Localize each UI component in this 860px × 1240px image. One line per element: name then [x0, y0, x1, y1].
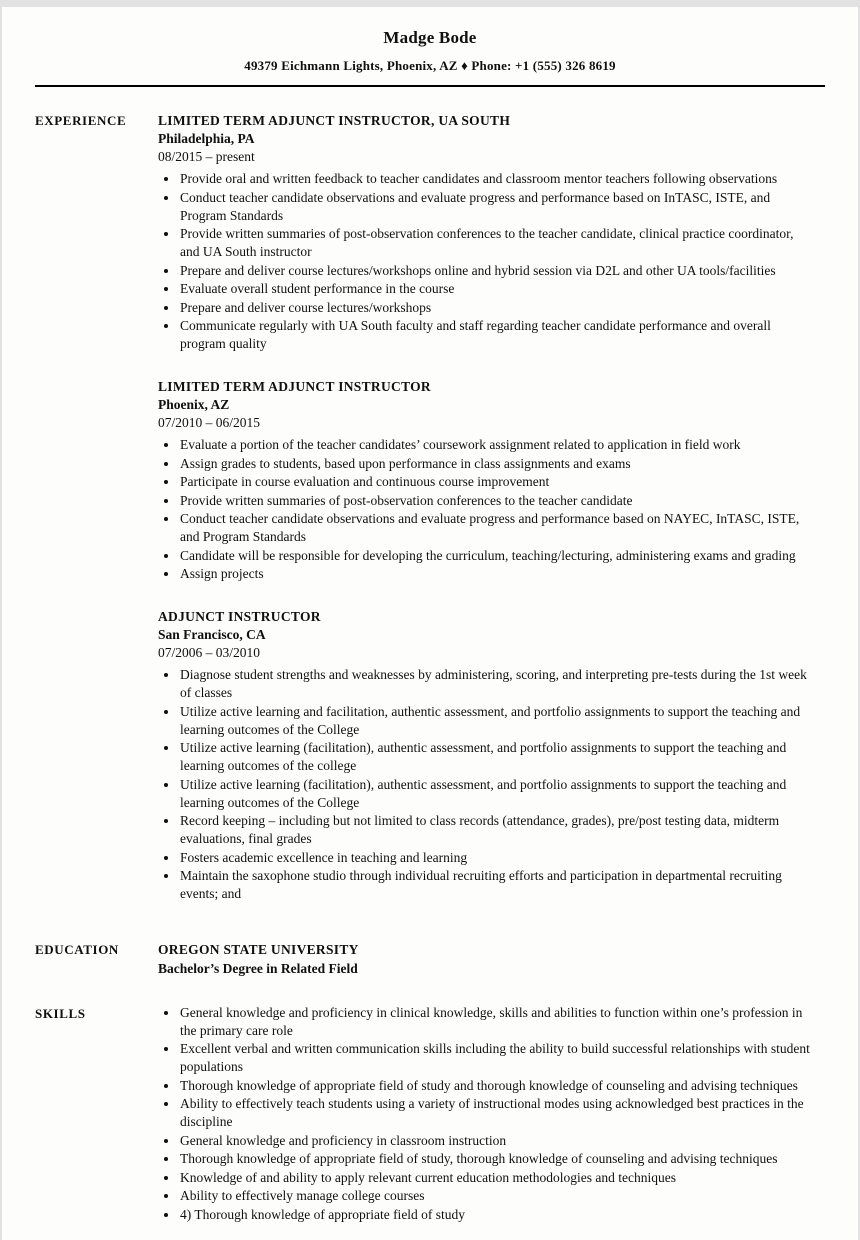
job-location: San Francisco, CA	[158, 627, 266, 642]
bullet-item: • Ability to effectively manage college courses	[179, 1187, 814, 1205]
bullet-item: • Evaluate a portion of the teacher candidates’ coursework assignment related to application in field work	[179, 436, 814, 454]
bullet-item: • Excellent verbal and written communication skills including the ability to build successful relationships with student populations	[179, 1040, 814, 1076]
job-entry	[158, 607, 814, 903]
bullet-item: • Assign grades to students, based upon performance in class assignments and exams	[179, 455, 814, 473]
bullet-item: • Conduct teacher candidate observations and evaluate progress and performance based on InTASC, ISTE, and Program Standards	[179, 189, 814, 225]
bullet-item: • Utilize active learning (facilitation), authentic assessment, and portfolio assignments to support the teaching and learning outcomes of the college	[179, 739, 814, 775]
bullet-item: • Prepare and deliver course lectures/workshops	[179, 299, 814, 317]
bullet-list	[158, 170, 814, 353]
bullet-item: • Provide written summaries of post-observation conferences to the teacher candidate, clinical practice coordinator, and UA South instructor	[179, 225, 814, 261]
bullet-item: • Provide written summaries of post-observation conferences to the teacher candidate	[179, 492, 814, 510]
job-title: ADJUNCT INSTRUCTOR	[158, 609, 321, 624]
bullet-list	[158, 1004, 814, 1224]
job-title: LIMITED TERM ADJUNCT INSTRUCTOR, UA SOUTH	[158, 113, 511, 128]
resume-page	[2, 7, 858, 1240]
experience-content	[158, 111, 858, 904]
education-school: OREGON STATE UNIVERSITY	[158, 941, 359, 957]
bullet-item: • Ability to effectively teach students using a variety of instructional modes using acknowledged best practices in the discipline	[179, 1095, 814, 1131]
section-skills	[2, 1004, 858, 1225]
job-dates: 07/2006 – 03/2010	[158, 645, 261, 660]
education-degree: Bachelor’s Degree in Related Field	[158, 960, 358, 976]
bullet-item: • Communicate regularly with UA South faculty and staff regarding teacher candidate performance and overall program quality	[179, 317, 814, 353]
job-location: Philadelphia, PA	[158, 131, 255, 146]
education-content	[158, 940, 858, 978]
bullet-list	[158, 666, 814, 903]
bullet-item: • Conduct teacher candidate observations and evaluate progress and performance based on NAYEC, InTASC, ISTE, and Program Standards	[179, 510, 814, 546]
bullet-item: • Provide oral and written feedback to teacher candidates and classroom mentor teachers following observations	[179, 170, 814, 188]
job-entry	[158, 377, 814, 583]
section-education	[2, 940, 858, 978]
job-location: Phoenix, AZ	[158, 397, 230, 412]
bullet-list	[158, 436, 814, 583]
bullet-item: • Maintain the saxophone studio through individual recruiting efforts and participation in departmental recruiting events; and	[179, 867, 814, 903]
section-label-skills: SKILLS	[35, 1005, 86, 1021]
resume-header	[2, 7, 858, 87]
bullet-item: • Thorough knowledge of appropriate field of study and thorough knowledge of counseling and advising techniques	[179, 1077, 814, 1095]
contact-line: 49379 Eichmann Lights, Phoenix, AZ ♦ Phone: +1 (555) 326 8619	[244, 58, 616, 73]
skills-content	[158, 1004, 858, 1225]
job-dates: 08/2015 – present	[158, 149, 255, 164]
bullet-item: • Candidate will be responsible for developing the curriculum, teaching/lecturing, administering exams and grading	[179, 547, 814, 565]
bullet-item: • Prepare and deliver course lectures/workshops online and hybrid session via D2L and other UA tools/facilities	[179, 262, 814, 280]
section-label-education: EDUCATION	[35, 941, 119, 957]
bullet-item: • Record keeping – including but not limited to class records (attendance, grades), pre/post testing data, midterm evaluations, final grades	[179, 812, 814, 848]
job-title: LIMITED TERM ADJUNCT INSTRUCTOR	[158, 379, 431, 394]
bullet-item: • General knowledge and proficiency in classroom instruction	[179, 1132, 814, 1150]
bullet-item: • Diagnose student strengths and weaknesses by administering, scoring, and interpreting pre-tests during the 1st week of classes	[179, 666, 814, 702]
bullet-item: • Fosters academic excellence in teaching and learning	[179, 849, 814, 867]
bullet-item: • Participate in course evaluation and continuous course improvement	[179, 473, 814, 491]
job-entry	[158, 111, 814, 353]
bullet-item: • Assign projects	[179, 565, 814, 583]
section-experience	[2, 111, 858, 904]
bullet-item: • General knowledge and proficiency in clinical knowledge, skills and abilities to function within one’s profession in the primary care role	[179, 1004, 814, 1040]
person-name: Madge Bode	[383, 28, 477, 47]
section-label-experience: EXPERIENCE	[35, 113, 127, 128]
bullet-item: • Evaluate overall student performance in the course	[179, 280, 814, 298]
bullet-item: • Knowledge of and ability to apply relevant current education methodologies and techniques	[179, 1169, 814, 1187]
bullet-item: • Utilize active learning and facilitation, authentic assessment, and portfolio assignments to support the teaching and learning outcomes of the College	[179, 703, 814, 739]
bullet-item: • 4) Thorough knowledge of appropriate field of study	[179, 1206, 814, 1224]
job-dates: 07/2010 – 06/2015	[158, 415, 261, 430]
bullet-item: • Utilize active learning (facilitation), authentic assessment, and portfolio assignments to support the teaching and learning outcomes of the College	[179, 776, 814, 812]
header-divider	[35, 85, 825, 87]
bullet-item: • Thorough knowledge of appropriate field of study, thorough knowledge of counseling and advising techniques	[179, 1150, 814, 1168]
